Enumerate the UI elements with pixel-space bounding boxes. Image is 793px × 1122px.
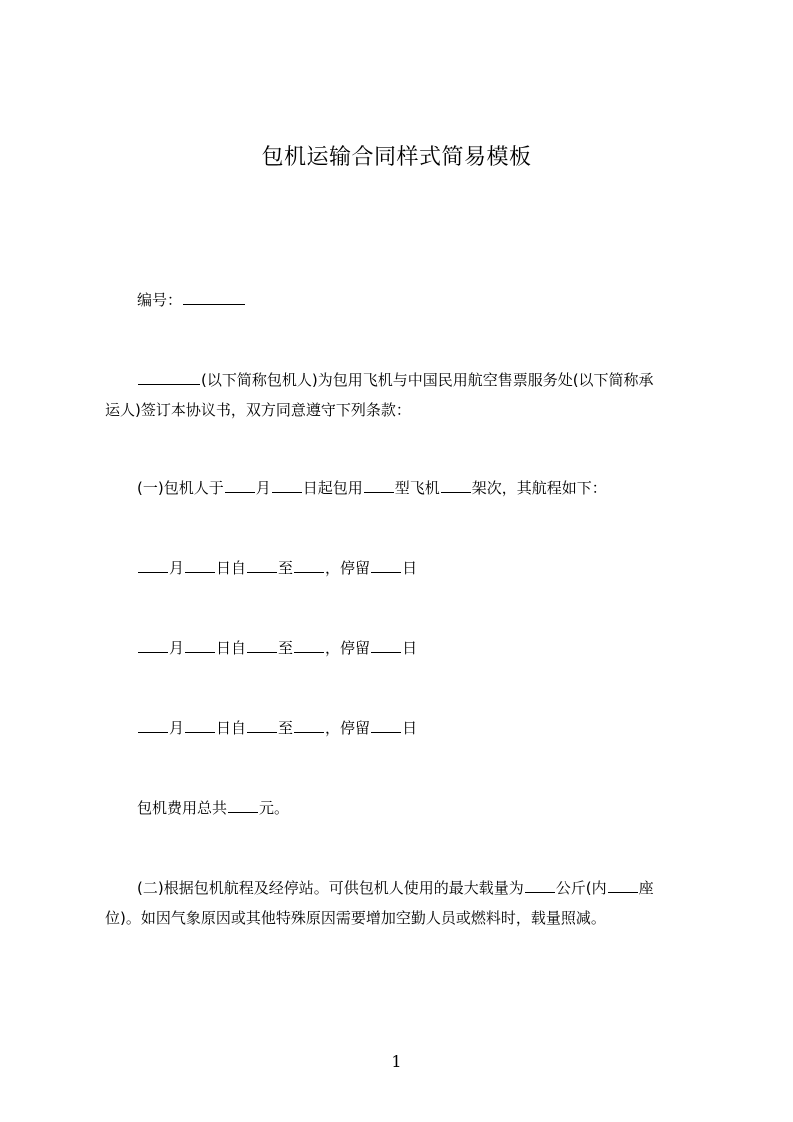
itinerary-day: 日 — [402, 559, 418, 577]
itinerary-day: 日 — [402, 639, 418, 657]
blank — [371, 717, 401, 733]
blank — [608, 877, 638, 893]
blank — [225, 477, 255, 493]
blank — [185, 717, 215, 733]
fee-suffix: 元。 — [259, 799, 290, 817]
blank — [441, 477, 471, 493]
itinerary-row — [105, 714, 737, 742]
blank — [228, 797, 258, 813]
itinerary-stay: ，停留 — [325, 559, 371, 577]
blank — [364, 477, 394, 493]
intro-line-1 — [105, 366, 737, 394]
clause-2-prefix: (二)根据包机航程及经停站。可供包机人使用的最大载量为 — [137, 879, 524, 897]
itinerary-day-from: 日自 — [216, 719, 247, 737]
itinerary-month: 月 — [169, 719, 185, 737]
blank — [138, 717, 168, 733]
itinerary-stay: ，停留 — [325, 719, 371, 737]
blank — [371, 557, 401, 573]
itinerary-row — [105, 554, 737, 582]
number-blank — [183, 289, 245, 305]
blank — [185, 637, 215, 653]
clause-1 — [105, 474, 737, 502]
blank — [138, 557, 168, 573]
clause-2-line-2: 位)。如因气象原因或其他特殊原因需要增加空勤人员或燃料时，载量照减。 — [105, 909, 606, 927]
itinerary-day: 日 — [402, 719, 418, 737]
clause-1-prefix: (一)包机人于 — [137, 479, 224, 497]
contract-number-line — [105, 286, 737, 314]
intro-line-2: 运人)签订本协议书，双方同意遵守下列条款： — [105, 401, 411, 419]
itinerary-to: 至 — [278, 639, 294, 657]
itinerary-day-from: 日自 — [216, 559, 247, 577]
clause-2-line-1 — [105, 874, 737, 902]
blank — [294, 637, 324, 653]
clause-1-model: 型飞机 — [394, 479, 440, 497]
itinerary-to: 至 — [278, 559, 294, 577]
fee-line — [105, 794, 737, 822]
blank — [525, 877, 555, 893]
fee-prefix: 包机费用总共 — [137, 799, 228, 817]
blank — [294, 557, 324, 573]
document-title: 包机运输合同样式简易模板 — [261, 145, 532, 170]
clause-1-sorties: 架次，其航程如下： — [471, 479, 607, 497]
itinerary-stay: ，停留 — [325, 639, 371, 657]
clause-1-day: 日起包用 — [302, 479, 363, 497]
blank — [371, 637, 401, 653]
itinerary-row — [105, 634, 737, 662]
intro-text: (以下简称包机人)为包用飞机与中国民用航空售票服务处(以下简称承 — [201, 371, 654, 389]
clause-1-month: 月 — [255, 479, 271, 497]
itinerary-day-from: 日自 — [216, 639, 247, 657]
itinerary-month: 月 — [169, 559, 185, 577]
blank — [247, 717, 277, 733]
itinerary-month: 月 — [169, 639, 185, 657]
blank — [138, 637, 168, 653]
page-number: 1 — [391, 1052, 402, 1071]
blank — [294, 717, 324, 733]
blank — [247, 637, 277, 653]
charterer-blank — [138, 369, 200, 385]
number-label: 编号： — [137, 291, 183, 309]
clause-2-kg: 公斤(内 — [555, 879, 607, 897]
blank — [272, 477, 302, 493]
clause-2-seat: 座 — [638, 879, 654, 897]
blank — [247, 557, 277, 573]
blank — [185, 557, 215, 573]
itinerary-to: 至 — [278, 719, 294, 737]
